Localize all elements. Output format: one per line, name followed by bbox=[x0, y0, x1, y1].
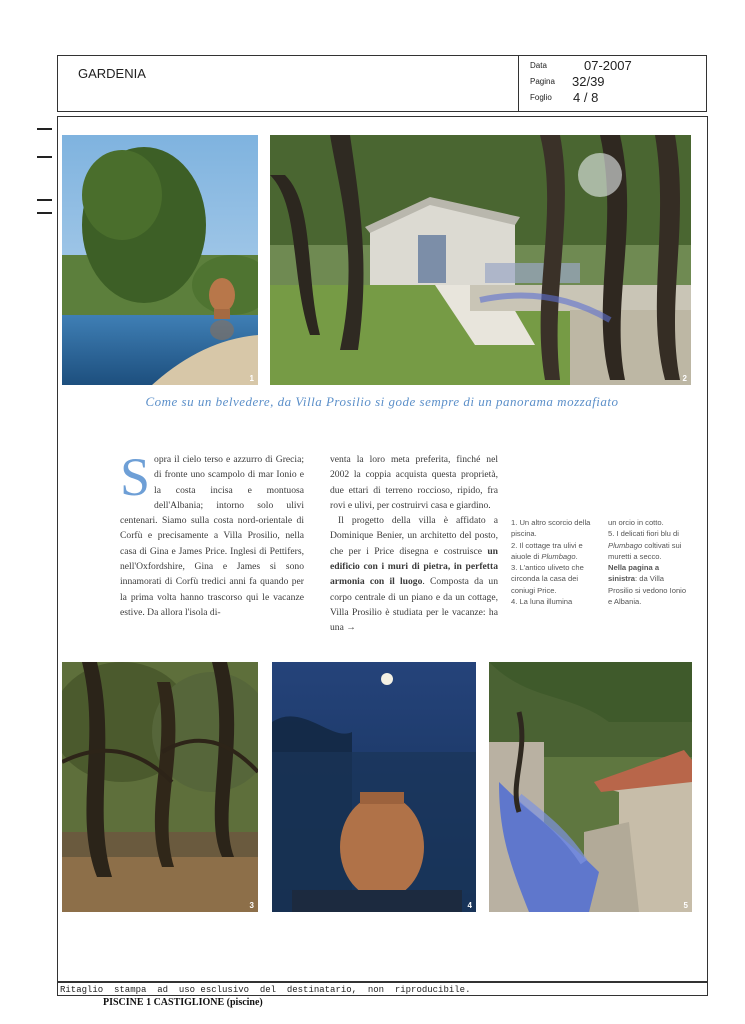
publication-name: GARDENIA bbox=[78, 66, 146, 81]
margin-tick bbox=[37, 156, 52, 158]
captions-column-1 bbox=[511, 517, 596, 607]
caption-4: 4. La luna illumina bbox=[511, 597, 573, 607]
continue-arrow: → bbox=[346, 622, 356, 634]
captions-column-2 bbox=[608, 517, 690, 607]
photo-olive-grove bbox=[62, 662, 258, 912]
caption-3: 3. L'antico uliveto che circonda la casa dei coniugi Price. bbox=[511, 563, 584, 595]
caption-4-cont: un orcio in cotto. bbox=[608, 518, 664, 527]
photo-number: 5 bbox=[683, 901, 688, 910]
caption-1: 1. Un altro scorcio della piscina. bbox=[511, 518, 591, 539]
caption-left-page: Nella pagina a sinistra: da Villa Prosilio si vedono Ionio e Albania. bbox=[608, 563, 687, 607]
photo-caption-title: Come su un belvedere, da Villa Prosilio si gode sempre di un panorama mozzafiato bbox=[145, 394, 619, 409]
caption-5: 5. I delicati fiori blu di Plumbago coltivati sui muretti a secco. bbox=[608, 529, 682, 561]
photo-number: 1 bbox=[249, 374, 254, 383]
photo-number: 2 bbox=[682, 374, 687, 383]
article-column-2 bbox=[330, 452, 498, 636]
photo-cottage bbox=[270, 135, 691, 385]
source-label: PISCINE 1 CASTIGLIONE (piscine) bbox=[103, 997, 263, 1008]
photo-moonlit-urn bbox=[272, 662, 476, 912]
article-highlight: un edificio con i muri di pietra, in perfetta armonia con il luogo bbox=[330, 545, 498, 588]
date-label: Data bbox=[530, 61, 547, 70]
copyright-notice: Ritaglio stampa ad uso esclusivo del destinatario, non riproducibile. bbox=[60, 985, 471, 995]
article-column-1 bbox=[120, 447, 304, 620]
photo-number: 4 bbox=[467, 901, 472, 910]
photo-stone-wall bbox=[489, 662, 692, 912]
page-value: 32/39 bbox=[572, 74, 605, 89]
sheet-value: 4 / 8 bbox=[573, 90, 599, 105]
article-text: opra il cielo terso e azzurro di Grecia; di fronte uno scampolo di mar Ionio e la costa incisa e montuosa dell'Albania; intorno solo ulivi centenari. Siamo sulla costa nord-orientale di Corfù e precisamente a Villa Prosilio, nella casa di Gina e James Price. Inglesi di Pettifers, nell'Oxfordshire, Gina e James si sono innamorati di Corfù tredici anni fa quando per la prima volta hanno trascorso qui le vacanze estive. Da allora l'isola di- bbox=[120, 454, 304, 618]
drop-cap: S bbox=[120, 447, 151, 507]
margin-tick bbox=[37, 128, 52, 130]
header-divider bbox=[518, 55, 519, 112]
page-label: Pagina bbox=[530, 77, 555, 86]
caption-2: 2. Il cottage tra ulivi e aiuole di Plumbago. bbox=[511, 540, 583, 561]
photo-number: 3 bbox=[249, 901, 254, 910]
sheet-label: Foglio bbox=[530, 93, 552, 102]
photo-pool bbox=[62, 135, 258, 385]
date-value: 07-2007 bbox=[584, 58, 632, 73]
article-text: . Composta da un corpo centrale di un piano e da un cottage, Villa Prosilio è studiata per le vacanze: ha una bbox=[330, 576, 499, 634]
margin-tick bbox=[37, 212, 52, 214]
article-text: venta la loro meta preferita, finché nel 2002 la coppia acquista questa proprietà, due ettari di terreno roccioso, ripido, fra rovi e ulivi, per costruirvi casa e giardino. bbox=[330, 454, 498, 511]
margin-tick bbox=[37, 199, 52, 201]
article-text: Il progetto della villa è affidato a Dominique Benier, un architetto del posto, che per i Price disegna e costruisce bbox=[330, 515, 498, 557]
